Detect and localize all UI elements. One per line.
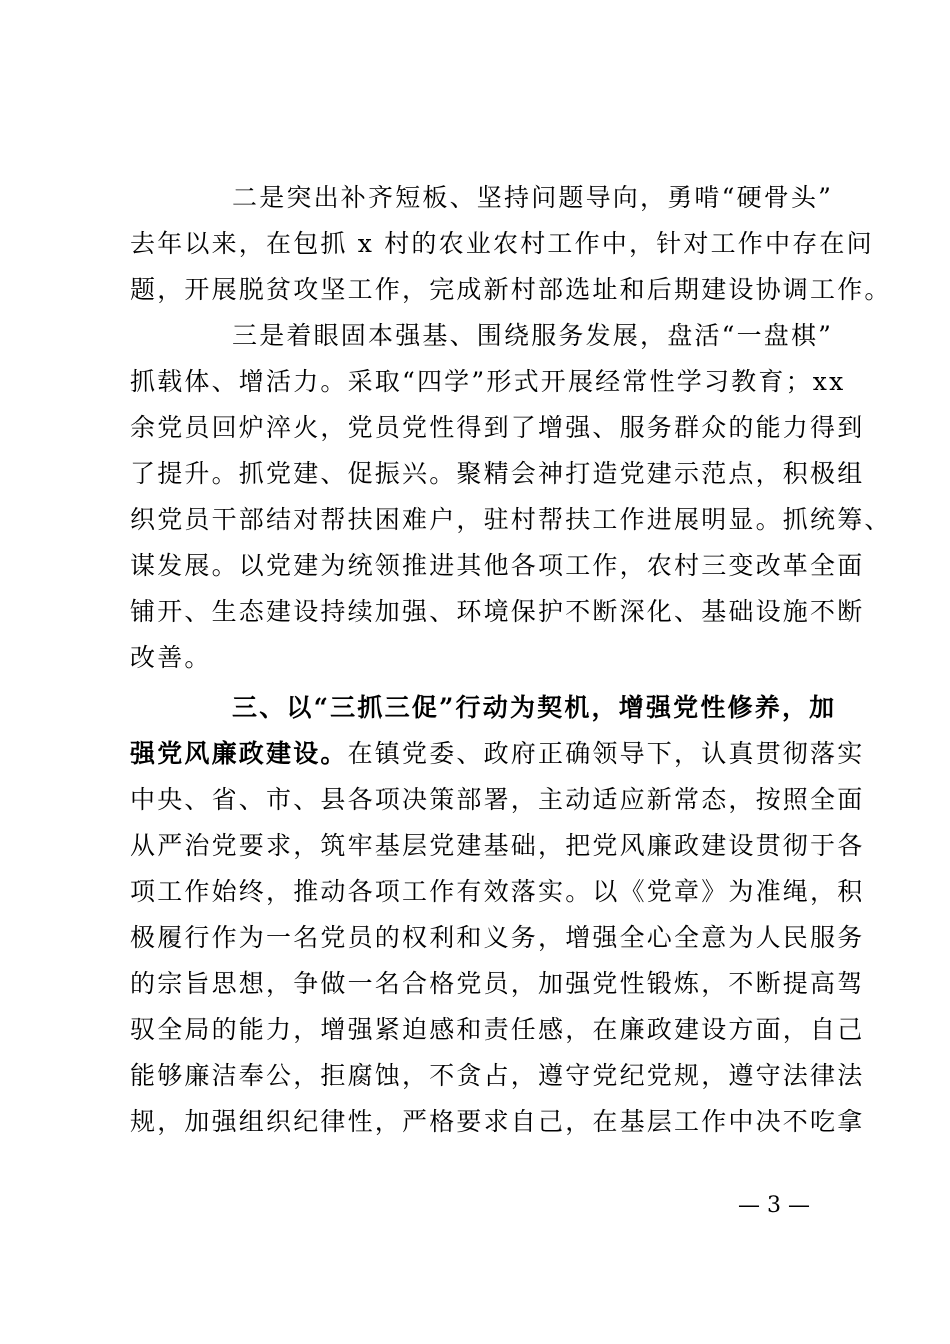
paragraph-line: 了提升。抓党建、促振兴。聚精会神打造党建示范点，积极组 <box>130 459 865 488</box>
paragraph-line: 能够廉洁奉公，拒腐蚀，不贪占，遵守党纪党规，遵守法律法 <box>130 1061 865 1090</box>
paragraph-line: 去年以来，在包抓 x 村的农业农村工作中，针对工作中存在问 <box>130 229 874 258</box>
paragraph-line: 余党员回炉淬火，党员党性得到了增强、服务群众的能力得到 <box>130 413 865 442</box>
paragraph-line: 极履行作为一名党员的权利和义务，增强全心全意为人民服务 <box>130 923 865 952</box>
paragraph-line: 抓载体、增活力。采取“四学”形式开展经常性学习教育；xx <box>130 367 846 396</box>
paragraph-line: 铺开、生态建设持续加强、环境保护不断深化、基础设施不断 <box>130 597 865 626</box>
paragraph-line: 从严治党要求，筑牢基层党建基础，把党风廉政建设贯彻于各 <box>130 831 865 860</box>
paragraph-line: 中央、省、市、县各项决策部署，主动适应新常态，按照全面 <box>130 785 865 814</box>
paragraph-line: 三是着眼固本强基、围绕服务发展，盘活“一盘棋” <box>232 321 834 350</box>
section-heading: 三、以“三抓三促”行动为契机，增强党性修养，加 <box>232 693 837 722</box>
paragraph-line: 二是突出补齐短板、坚持问题导向，勇啃“硬骨头” <box>232 183 834 212</box>
paragraph-line: 项工作始终，推动各项工作有效落实。以《党章》为准绳，积 <box>130 877 865 906</box>
paragraph-line: 改善。 <box>130 643 212 672</box>
paragraph-line: 的宗旨思想，争做一名合格党员，加强党性锻炼，不断提高驾 <box>130 969 865 998</box>
paragraph-line: 题，开展脱贫攻坚工作，完成新村部选址和后期建设协调工作。 <box>130 275 892 304</box>
paragraph-line: 驭全局的能力，增强紧迫感和责任感，在廉政建设方面，自己 <box>130 1015 865 1044</box>
paragraph-line: 谋发展。以党建为统领推进其他各项工作，农村三变改革全面 <box>130 551 865 580</box>
section-heading-continuation: 强党风廉政建设。 <box>130 739 348 768</box>
paragraph-line: 织党员干部结对帮扶困难户，驻村帮扶工作进展明显。抓统筹、 <box>130 505 892 534</box>
paragraph-text: 在镇党委、政府正确领导下，认真贯彻落实 <box>347 739 865 768</box>
paragraph-line <box>130 738 864 770</box>
paragraph-line: 规，加强组织纪律性，严格要求自己，在基层工作中决不吃拿 <box>130 1107 865 1136</box>
page-number: — 3 — <box>738 1193 810 1218</box>
